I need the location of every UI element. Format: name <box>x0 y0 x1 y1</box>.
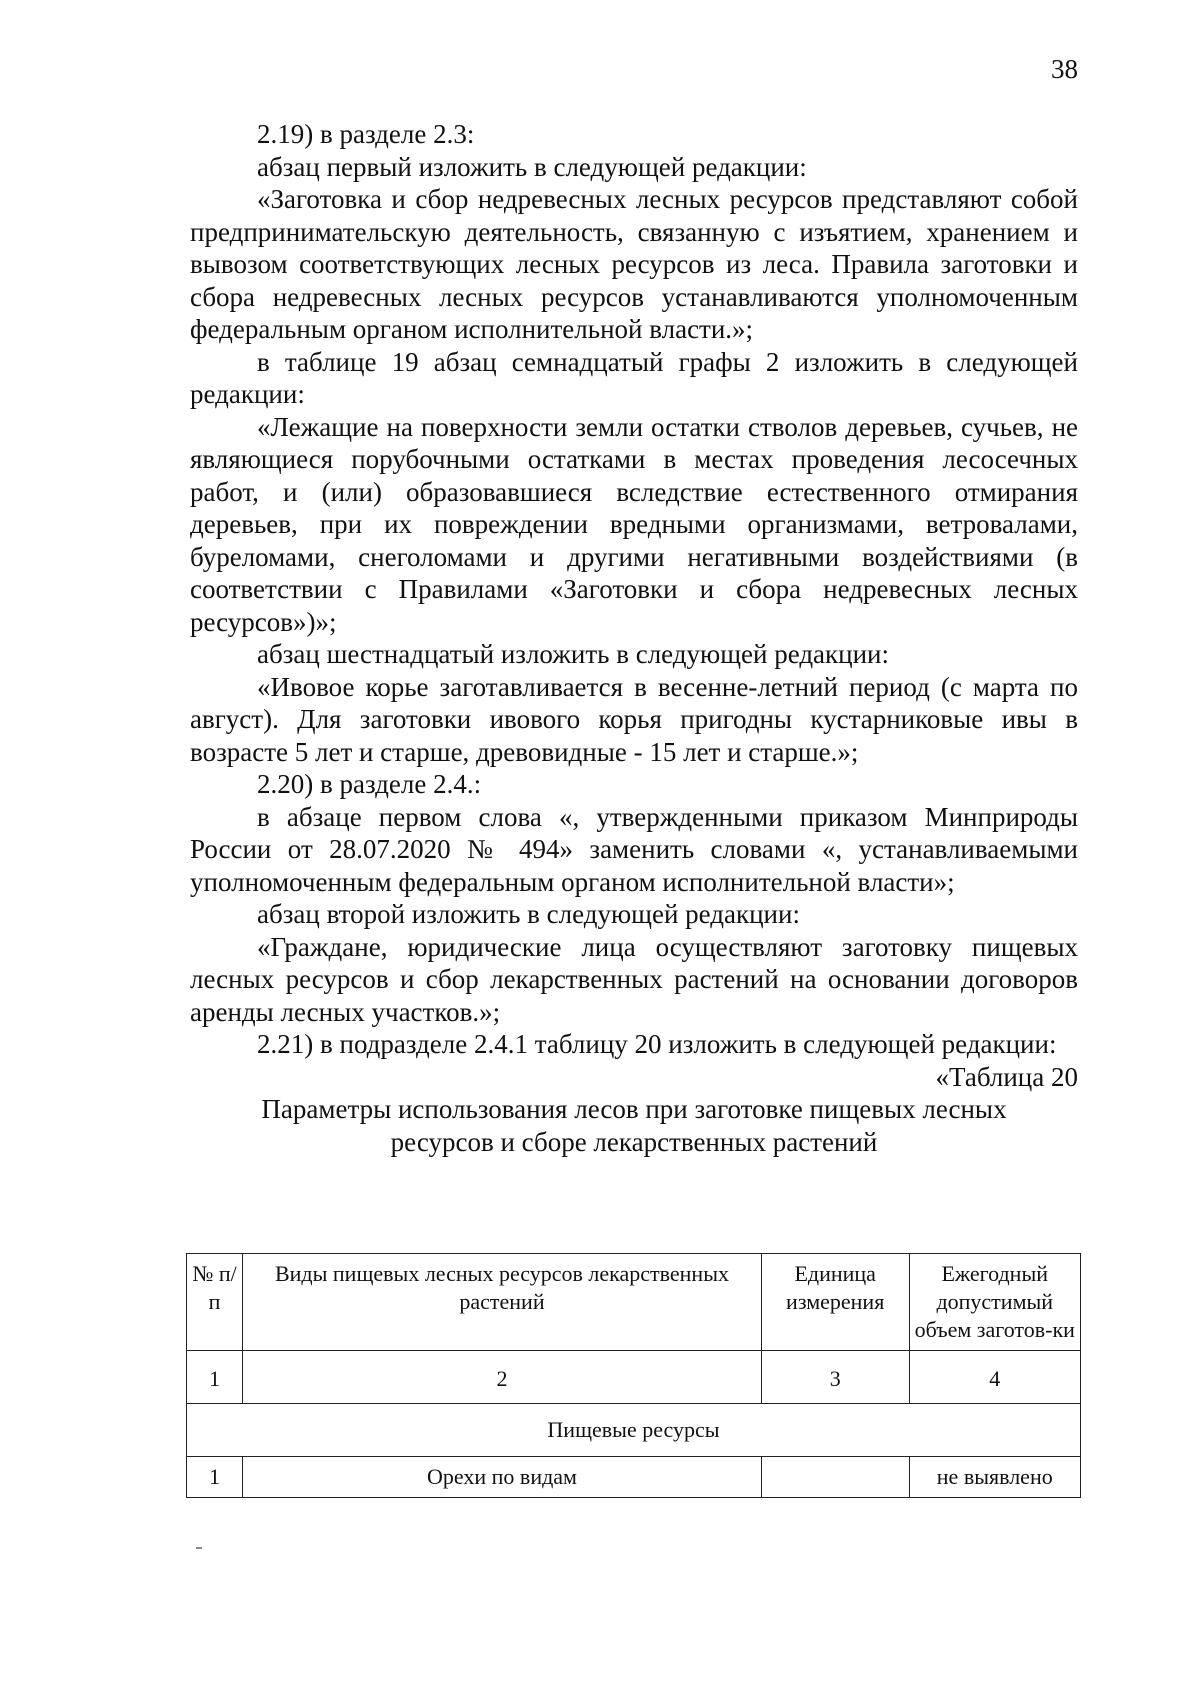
paragraph: «Заготовка и сбор недревесных лесных ресурсов представляют собой предпринимательскую деятельность, связанную с изъятием, хранением и вывозом соответствующих лесных ресурсов из леса. Правила заготовки и сбора недревесных лесных ресурсов устанавливаются уполномоченным федеральным органом исполнительной власти.»; <box>190 184 1078 344</box>
document-body <box>190 118 1078 1158</box>
resources-table <box>186 1253 1081 1498</box>
section-title: Пищевые ресурсы <box>187 1404 1081 1457</box>
column-number: 4 <box>909 1351 1080 1404</box>
paragraph: 2.20) в разделе 2.4.: <box>257 769 482 799</box>
paragraph: в абзаце первом слова «, утвержденными приказом Минприроды России от 28.07.2020 № 494» заменить словами «, устанавливаемыми уполномоченным федеральным органом исполнительной власти»; <box>190 801 1078 897</box>
header-cell-unit: Единица измерения <box>761 1254 909 1351</box>
table-title: Параметры использования лесов при заготовке пищевых лесных ресурсов и сборе лекарственных растений <box>261 1094 1007 1157</box>
row-number: 1 <box>187 1457 243 1498</box>
paragraph: 2.21) в подразделе 2.4.1 таблицу 20 изложить в следующей редакции: <box>257 1029 1057 1059</box>
table-label: «Таблица 20 <box>935 1061 1078 1092</box>
paragraph: абзац второй изложить в следующей редакции: <box>257 899 800 929</box>
paragraph: «Лежащие на поверхности земли остатки стволов деревьев, сучьев, не являющиеся порубочными остатками в местах проведения лесосечных работ, и (или) образовавшиеся вследствие естественного отмирания деревьев, при их повреждении вредными организмами, ветровалами, буреломами, снеголомами и другими негативными воздействиями (в соответствии с Правилами «Заготовки и сбора недревесных лесных ресурсов»)»; <box>190 411 1078 637</box>
scan-mark <box>196 1547 202 1549</box>
paragraph: 2.19) в разделе 2.3: <box>257 119 475 149</box>
row-unit <box>761 1457 909 1498</box>
paragraph: «Граждане, юридические лица осуществляют заготовку пищевых лесных ресурсов и сбор лекарственных растений на основании договоров аренды лесных участков.»; <box>190 931 1078 1027</box>
header-cell-kind: Виды пищевых лесных ресурсов лекарственных растений <box>243 1254 762 1351</box>
table-row <box>187 1457 1081 1498</box>
column-number: 1 <box>187 1351 243 1404</box>
page-number: 38 <box>1051 54 1078 84</box>
column-number: 2 <box>243 1351 762 1404</box>
header-cell-volume: Ежегодный допустимый объем заготов-ки <box>909 1254 1080 1351</box>
row-volume: не выявлено <box>909 1457 1080 1498</box>
table-header-row <box>187 1254 1081 1351</box>
paragraph: абзац первый изложить в следующей редакции: <box>257 151 807 182</box>
row-kind: Орехи по видам <box>243 1457 762 1498</box>
paragraph: «Ивовое корье заготавливается в весенне-летний период (с марта по август). Для заготовки ивового корья пригодны кустарниковые ивы в возрасте 5 лет и старше, древовидные - 15 лет и старше.»; <box>190 671 1078 767</box>
header-cell-number: № п/п <box>187 1254 243 1351</box>
column-number: 3 <box>761 1351 909 1404</box>
section-row <box>187 1404 1081 1457</box>
paragraph: абзац шестнадцатый изложить в следующей редакции: <box>257 639 890 669</box>
paragraph: в таблице 19 абзац семнадцатый графы 2 изложить в следующей редакции: <box>190 346 1078 409</box>
column-number-row <box>187 1351 1081 1404</box>
